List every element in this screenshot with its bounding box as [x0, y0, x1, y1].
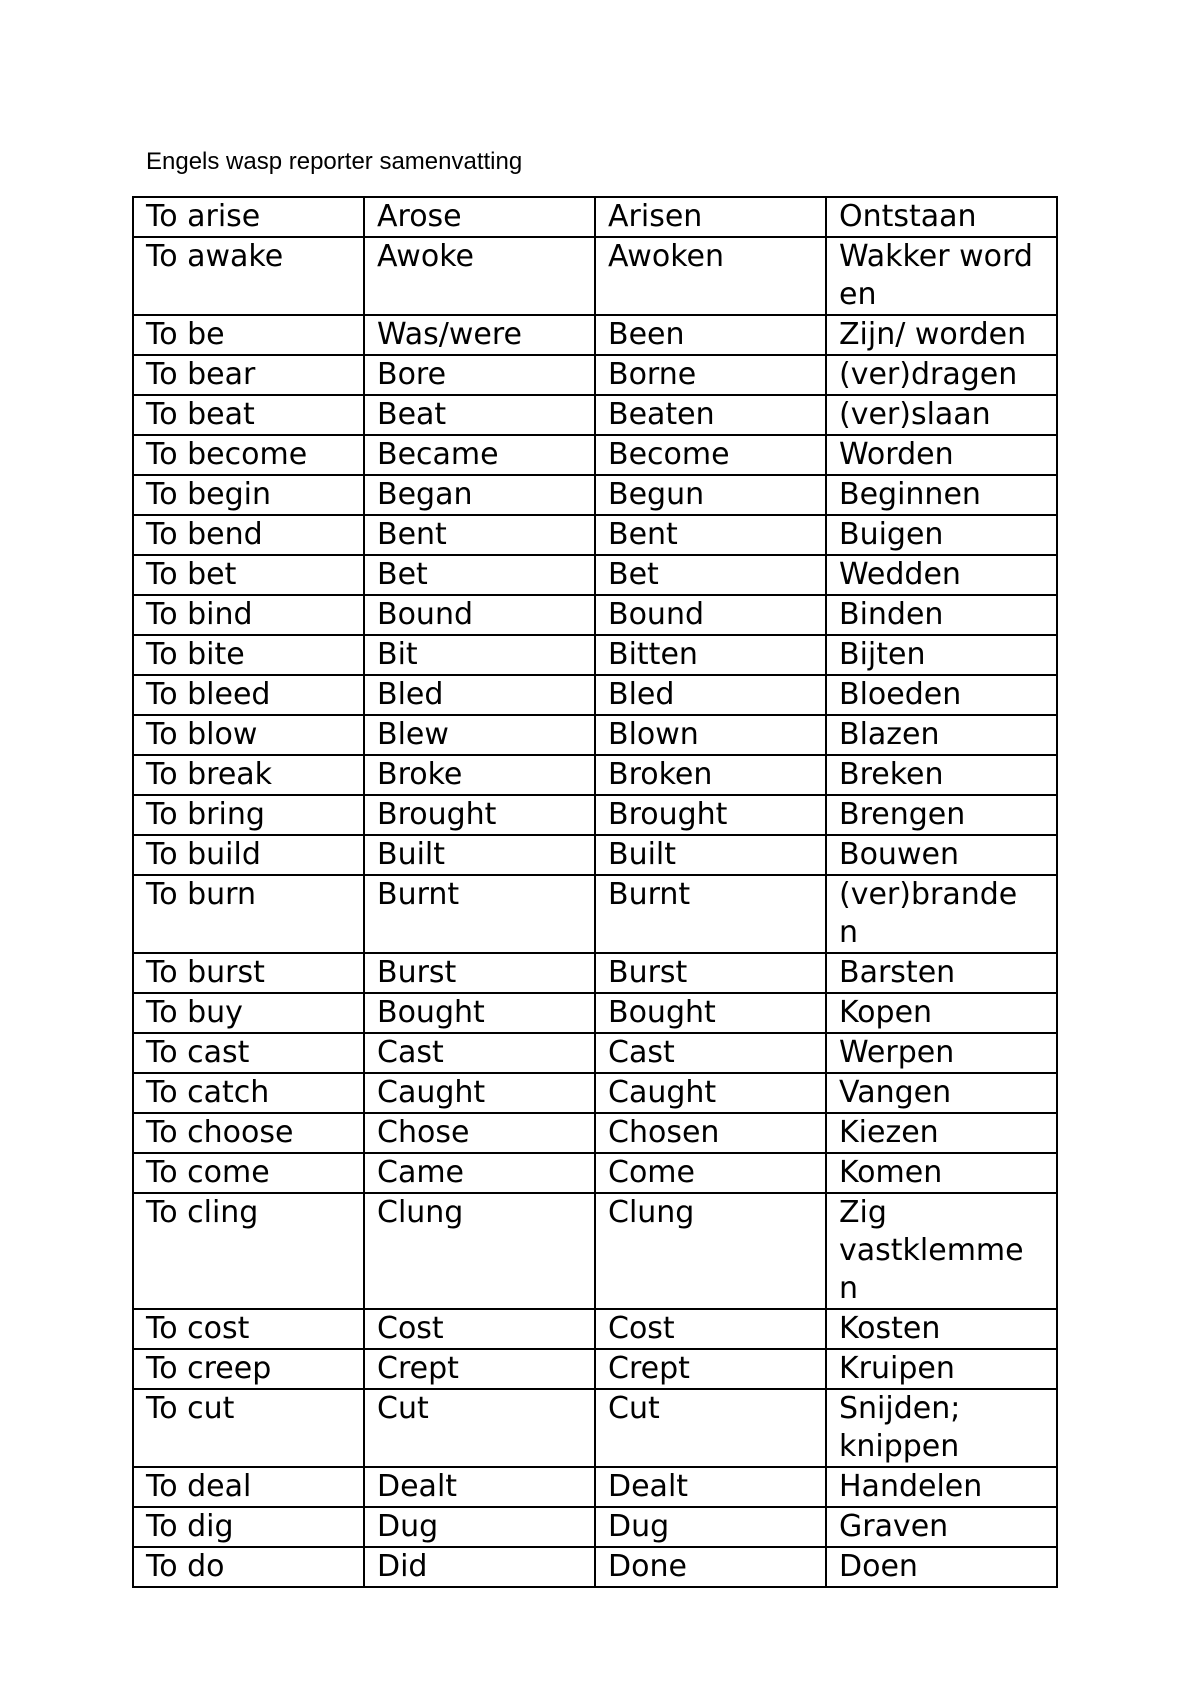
cell-past-simple: Bore	[364, 355, 595, 395]
cell-dutch-translation: Beginnen	[826, 475, 1057, 515]
cell-past-participle: Bound	[595, 595, 826, 635]
cell-dutch-translation: Blazen	[826, 715, 1057, 755]
table-row	[133, 395, 1057, 435]
cell-infinitive: To bend	[133, 515, 364, 555]
cell-past-simple: Cast	[364, 1033, 595, 1073]
cell-dutch-translation: Breken	[826, 755, 1057, 795]
cell-past-simple: Burst	[364, 953, 595, 993]
table-row	[133, 993, 1057, 1033]
cell-past-participle: Borne	[595, 355, 826, 395]
cell-infinitive: To choose	[133, 1113, 364, 1153]
table-row	[133, 475, 1057, 515]
cell-infinitive: To come	[133, 1153, 364, 1193]
table-row	[133, 835, 1057, 875]
cell-past-simple: Bled	[364, 675, 595, 715]
cell-dutch-translation: (ver)slaan	[826, 395, 1057, 435]
cell-past-simple: Chose	[364, 1113, 595, 1153]
cell-infinitive: To burst	[133, 953, 364, 993]
cell-past-simple: Came	[364, 1153, 595, 1193]
cell-past-simple: Dealt	[364, 1467, 595, 1507]
cell-past-participle: Bent	[595, 515, 826, 555]
cell-past-participle: Become	[595, 435, 826, 475]
cell-infinitive: To creep	[133, 1349, 364, 1389]
cell-infinitive: To beat	[133, 395, 364, 435]
cell-past-simple: Built	[364, 835, 595, 875]
cell-past-participle: Done	[595, 1547, 826, 1587]
cell-infinitive: To burn	[133, 875, 364, 953]
cell-past-simple: Bet	[364, 555, 595, 595]
table-row	[133, 1507, 1057, 1547]
table-row	[133, 1033, 1057, 1073]
cell-past-simple: Did	[364, 1547, 595, 1587]
table-row	[133, 1113, 1057, 1153]
cell-dutch-translation: Bouwen	[826, 835, 1057, 875]
table-row	[133, 515, 1057, 555]
cell-infinitive: To cut	[133, 1389, 364, 1467]
cell-past-participle: Chosen	[595, 1113, 826, 1153]
cell-dutch-translation: (ver)dragen	[826, 355, 1057, 395]
table-row	[133, 237, 1057, 315]
table-row	[133, 1349, 1057, 1389]
cell-past-simple: Bound	[364, 595, 595, 635]
cell-dutch-translation: Komen	[826, 1153, 1057, 1193]
cell-past-participle: Bitten	[595, 635, 826, 675]
cell-dutch-translation: Wakker worden	[826, 237, 1057, 315]
cell-infinitive: To begin	[133, 475, 364, 515]
cell-past-participle: Broken	[595, 755, 826, 795]
table-row	[133, 315, 1057, 355]
cell-past-simple: Bent	[364, 515, 595, 555]
cell-dutch-translation: Kosten	[826, 1309, 1057, 1349]
table-row	[133, 635, 1057, 675]
cell-past-participle: Bled	[595, 675, 826, 715]
cell-past-participle: Arisen	[595, 197, 826, 237]
cell-dutch-translation: Handelen	[826, 1467, 1057, 1507]
cell-dutch-translation: Bloeden	[826, 675, 1057, 715]
cell-past-participle: Bought	[595, 993, 826, 1033]
verb-table-body	[133, 197, 1057, 1587]
cell-past-simple: Cut	[364, 1389, 595, 1467]
cell-infinitive: To break	[133, 755, 364, 795]
cell-past-simple: Was/were	[364, 315, 595, 355]
table-row	[133, 1389, 1057, 1467]
cell-past-participle: Cast	[595, 1033, 826, 1073]
cell-past-simple: Crept	[364, 1349, 595, 1389]
table-row	[133, 715, 1057, 755]
cell-past-simple: Awoke	[364, 237, 595, 315]
table-row	[133, 755, 1057, 795]
cell-past-simple: Caught	[364, 1073, 595, 1113]
cell-infinitive: To arise	[133, 197, 364, 237]
cell-past-participle: Burst	[595, 953, 826, 993]
cell-past-participle: Built	[595, 835, 826, 875]
cell-past-simple: Blew	[364, 715, 595, 755]
cell-past-participle: Dealt	[595, 1467, 826, 1507]
cell-past-participle: Brought	[595, 795, 826, 835]
cell-dutch-translation: Doen	[826, 1547, 1057, 1587]
table-row	[133, 1153, 1057, 1193]
cell-past-simple: Clung	[364, 1193, 595, 1309]
cell-past-participle: Begun	[595, 475, 826, 515]
cell-past-participle: Clung	[595, 1193, 826, 1309]
cell-dutch-translation: Binden	[826, 595, 1057, 635]
cell-past-participle: Burnt	[595, 875, 826, 953]
table-row	[133, 875, 1057, 953]
cell-infinitive: To bite	[133, 635, 364, 675]
cell-past-participle: Been	[595, 315, 826, 355]
cell-infinitive: To bear	[133, 355, 364, 395]
cell-infinitive: To become	[133, 435, 364, 475]
cell-past-simple: Bit	[364, 635, 595, 675]
cell-infinitive: To buy	[133, 993, 364, 1033]
table-row	[133, 795, 1057, 835]
cell-infinitive: To dig	[133, 1507, 364, 1547]
table-row	[133, 435, 1057, 475]
table-row	[133, 953, 1057, 993]
table-row	[133, 1309, 1057, 1349]
cell-infinitive: To catch	[133, 1073, 364, 1113]
cell-infinitive: To bleed	[133, 675, 364, 715]
document-title: Engels wasp reporter samenvatting	[146, 148, 523, 175]
cell-dutch-translation: Wedden	[826, 555, 1057, 595]
cell-infinitive: To be	[133, 315, 364, 355]
cell-past-simple: Brought	[364, 795, 595, 835]
cell-dutch-translation: Bijten	[826, 635, 1057, 675]
cell-past-participle: Crept	[595, 1349, 826, 1389]
cell-past-simple: Became	[364, 435, 595, 475]
cell-past-participle: Come	[595, 1153, 826, 1193]
table-row	[133, 555, 1057, 595]
table-row	[133, 197, 1057, 237]
cell-past-participle: Bet	[595, 555, 826, 595]
cell-past-participle: Dug	[595, 1507, 826, 1547]
table-row	[133, 1547, 1057, 1587]
cell-infinitive: To do	[133, 1547, 364, 1587]
cell-infinitive: To awake	[133, 237, 364, 315]
cell-past-simple: Bought	[364, 993, 595, 1033]
cell-dutch-translation: Werpen	[826, 1033, 1057, 1073]
cell-infinitive: To deal	[133, 1467, 364, 1507]
cell-infinitive: To bring	[133, 795, 364, 835]
cell-past-simple: Began	[364, 475, 595, 515]
cell-dutch-translation: Snijden; knippen	[826, 1389, 1057, 1467]
cell-infinitive: To bet	[133, 555, 364, 595]
cell-infinitive: To cost	[133, 1309, 364, 1349]
table-row	[133, 1073, 1057, 1113]
table-row	[133, 355, 1057, 395]
cell-past-simple: Arose	[364, 197, 595, 237]
cell-dutch-translation: Worden	[826, 435, 1057, 475]
cell-dutch-translation: Kiezen	[826, 1113, 1057, 1153]
cell-past-participle: Blown	[595, 715, 826, 755]
cell-infinitive: To cast	[133, 1033, 364, 1073]
cell-past-participle: Awoken	[595, 237, 826, 315]
cell-dutch-translation: Ontstaan	[826, 197, 1057, 237]
table-row	[133, 595, 1057, 635]
cell-dutch-translation: (ver)brande n	[826, 875, 1057, 953]
irregular-verbs-table	[132, 196, 1058, 1588]
cell-infinitive: To bind	[133, 595, 364, 635]
cell-dutch-translation: Vangen	[826, 1073, 1057, 1113]
table-row	[133, 675, 1057, 715]
cell-past-simple: Burnt	[364, 875, 595, 953]
cell-dutch-translation: Zig vastklemme n	[826, 1193, 1057, 1309]
cell-infinitive: To cling	[133, 1193, 364, 1309]
cell-dutch-translation: Barsten	[826, 953, 1057, 993]
cell-dutch-translation: Kruipen	[826, 1349, 1057, 1389]
table-row	[133, 1193, 1057, 1309]
table-row	[133, 1467, 1057, 1507]
cell-past-simple: Beat	[364, 395, 595, 435]
cell-dutch-translation: Zijn/ worden	[826, 315, 1057, 355]
cell-dutch-translation: Kopen	[826, 993, 1057, 1033]
cell-infinitive: To build	[133, 835, 364, 875]
cell-past-participle: Beaten	[595, 395, 826, 435]
cell-past-simple: Cost	[364, 1309, 595, 1349]
cell-past-simple: Dug	[364, 1507, 595, 1547]
cell-dutch-translation: Buigen	[826, 515, 1057, 555]
cell-dutch-translation: Brengen	[826, 795, 1057, 835]
cell-dutch-translation: Graven	[826, 1507, 1057, 1547]
cell-infinitive: To blow	[133, 715, 364, 755]
cell-past-participle: Cut	[595, 1389, 826, 1467]
cell-past-participle: Caught	[595, 1073, 826, 1113]
cell-past-simple: Broke	[364, 755, 595, 795]
cell-past-participle: Cost	[595, 1309, 826, 1349]
